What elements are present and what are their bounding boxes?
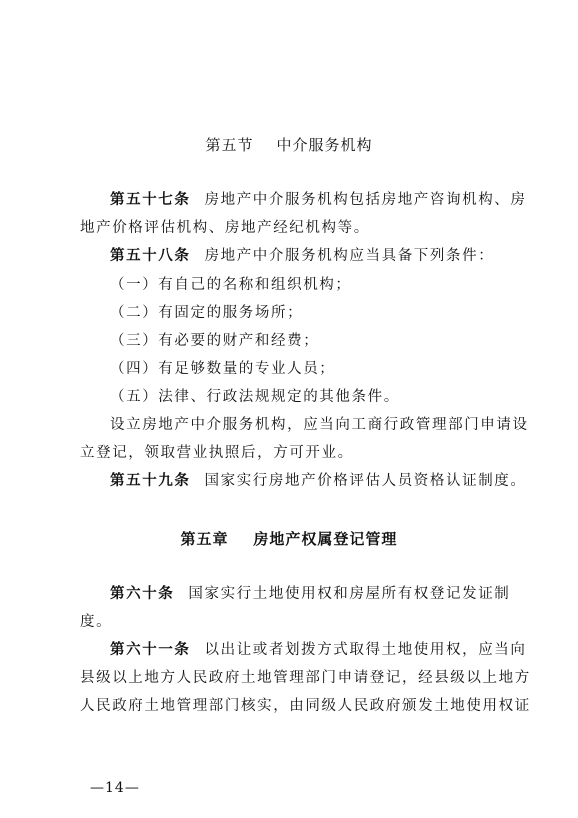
article-57-line-1 [80, 190, 527, 210]
article-59-heading: 第五十九条 [110, 472, 191, 489]
article-57-heading: 第五十七条 [110, 191, 191, 208]
article-57-line-2: 地产价格评估机构、房地产经纪机构等。 [80, 220, 370, 236]
article-61-line-3: 人民政府土地管理部门核实，由同级人民政府颁发土地使用权证 [80, 698, 531, 714]
page-number: —14— [90, 780, 140, 796]
list-item-5: （五）法律、行政法规规定的其他条件。 [110, 389, 400, 405]
list-item-4: （四）有足够数量的专业人员； [110, 361, 336, 377]
article-61-line-2: 县级以上地方人民政府土地管理部门申请登记，经县级以上地方 [80, 670, 531, 686]
list-item-1: （一）有自己的名称和组织机构； [110, 277, 352, 293]
article-59-line-1 [80, 471, 527, 491]
article-61-line-1 [80, 640, 527, 660]
section-title: 第五节 中介服务机构 [205, 136, 373, 154]
article-60-line-2: 度。 [80, 614, 113, 630]
chapter-title: 第五章 房地产权属登记管理 [180, 530, 398, 548]
article-60-heading: 第六十条 [110, 585, 175, 602]
article-57-text-1: 房地产中介服务机构包括房地产咨询机构、房 [204, 192, 527, 208]
paragraph-line-2: 立登记，领取营业执照后，方可开业。 [80, 445, 354, 461]
article-60-line-1 [80, 584, 510, 604]
article-61-heading: 第六十一条 [110, 641, 191, 658]
list-item-2: （二）有固定的服务场所； [110, 305, 304, 321]
article-58-line-1 [80, 246, 510, 266]
paragraph-line-1: 设立房地产中介服务机构，应当向工商行政管理部门申请设 [110, 417, 529, 433]
article-58-text-1: 房地产中介服务机构应当具备下列条件： [204, 248, 495, 264]
article-58-heading: 第五十八条 [110, 247, 191, 264]
article-59-text-1: 国家实行房地产价格评估人员资格认证制度。 [204, 473, 527, 489]
article-60-text-1: 国家实行土地使用权和房屋所有权登记发证制 [188, 586, 511, 602]
article-61-text-1: 以出让或者划拨方式取得土地使用权，应当向 [204, 642, 527, 658]
list-item-3: （三）有必要的财产和经费； [110, 333, 320, 349]
